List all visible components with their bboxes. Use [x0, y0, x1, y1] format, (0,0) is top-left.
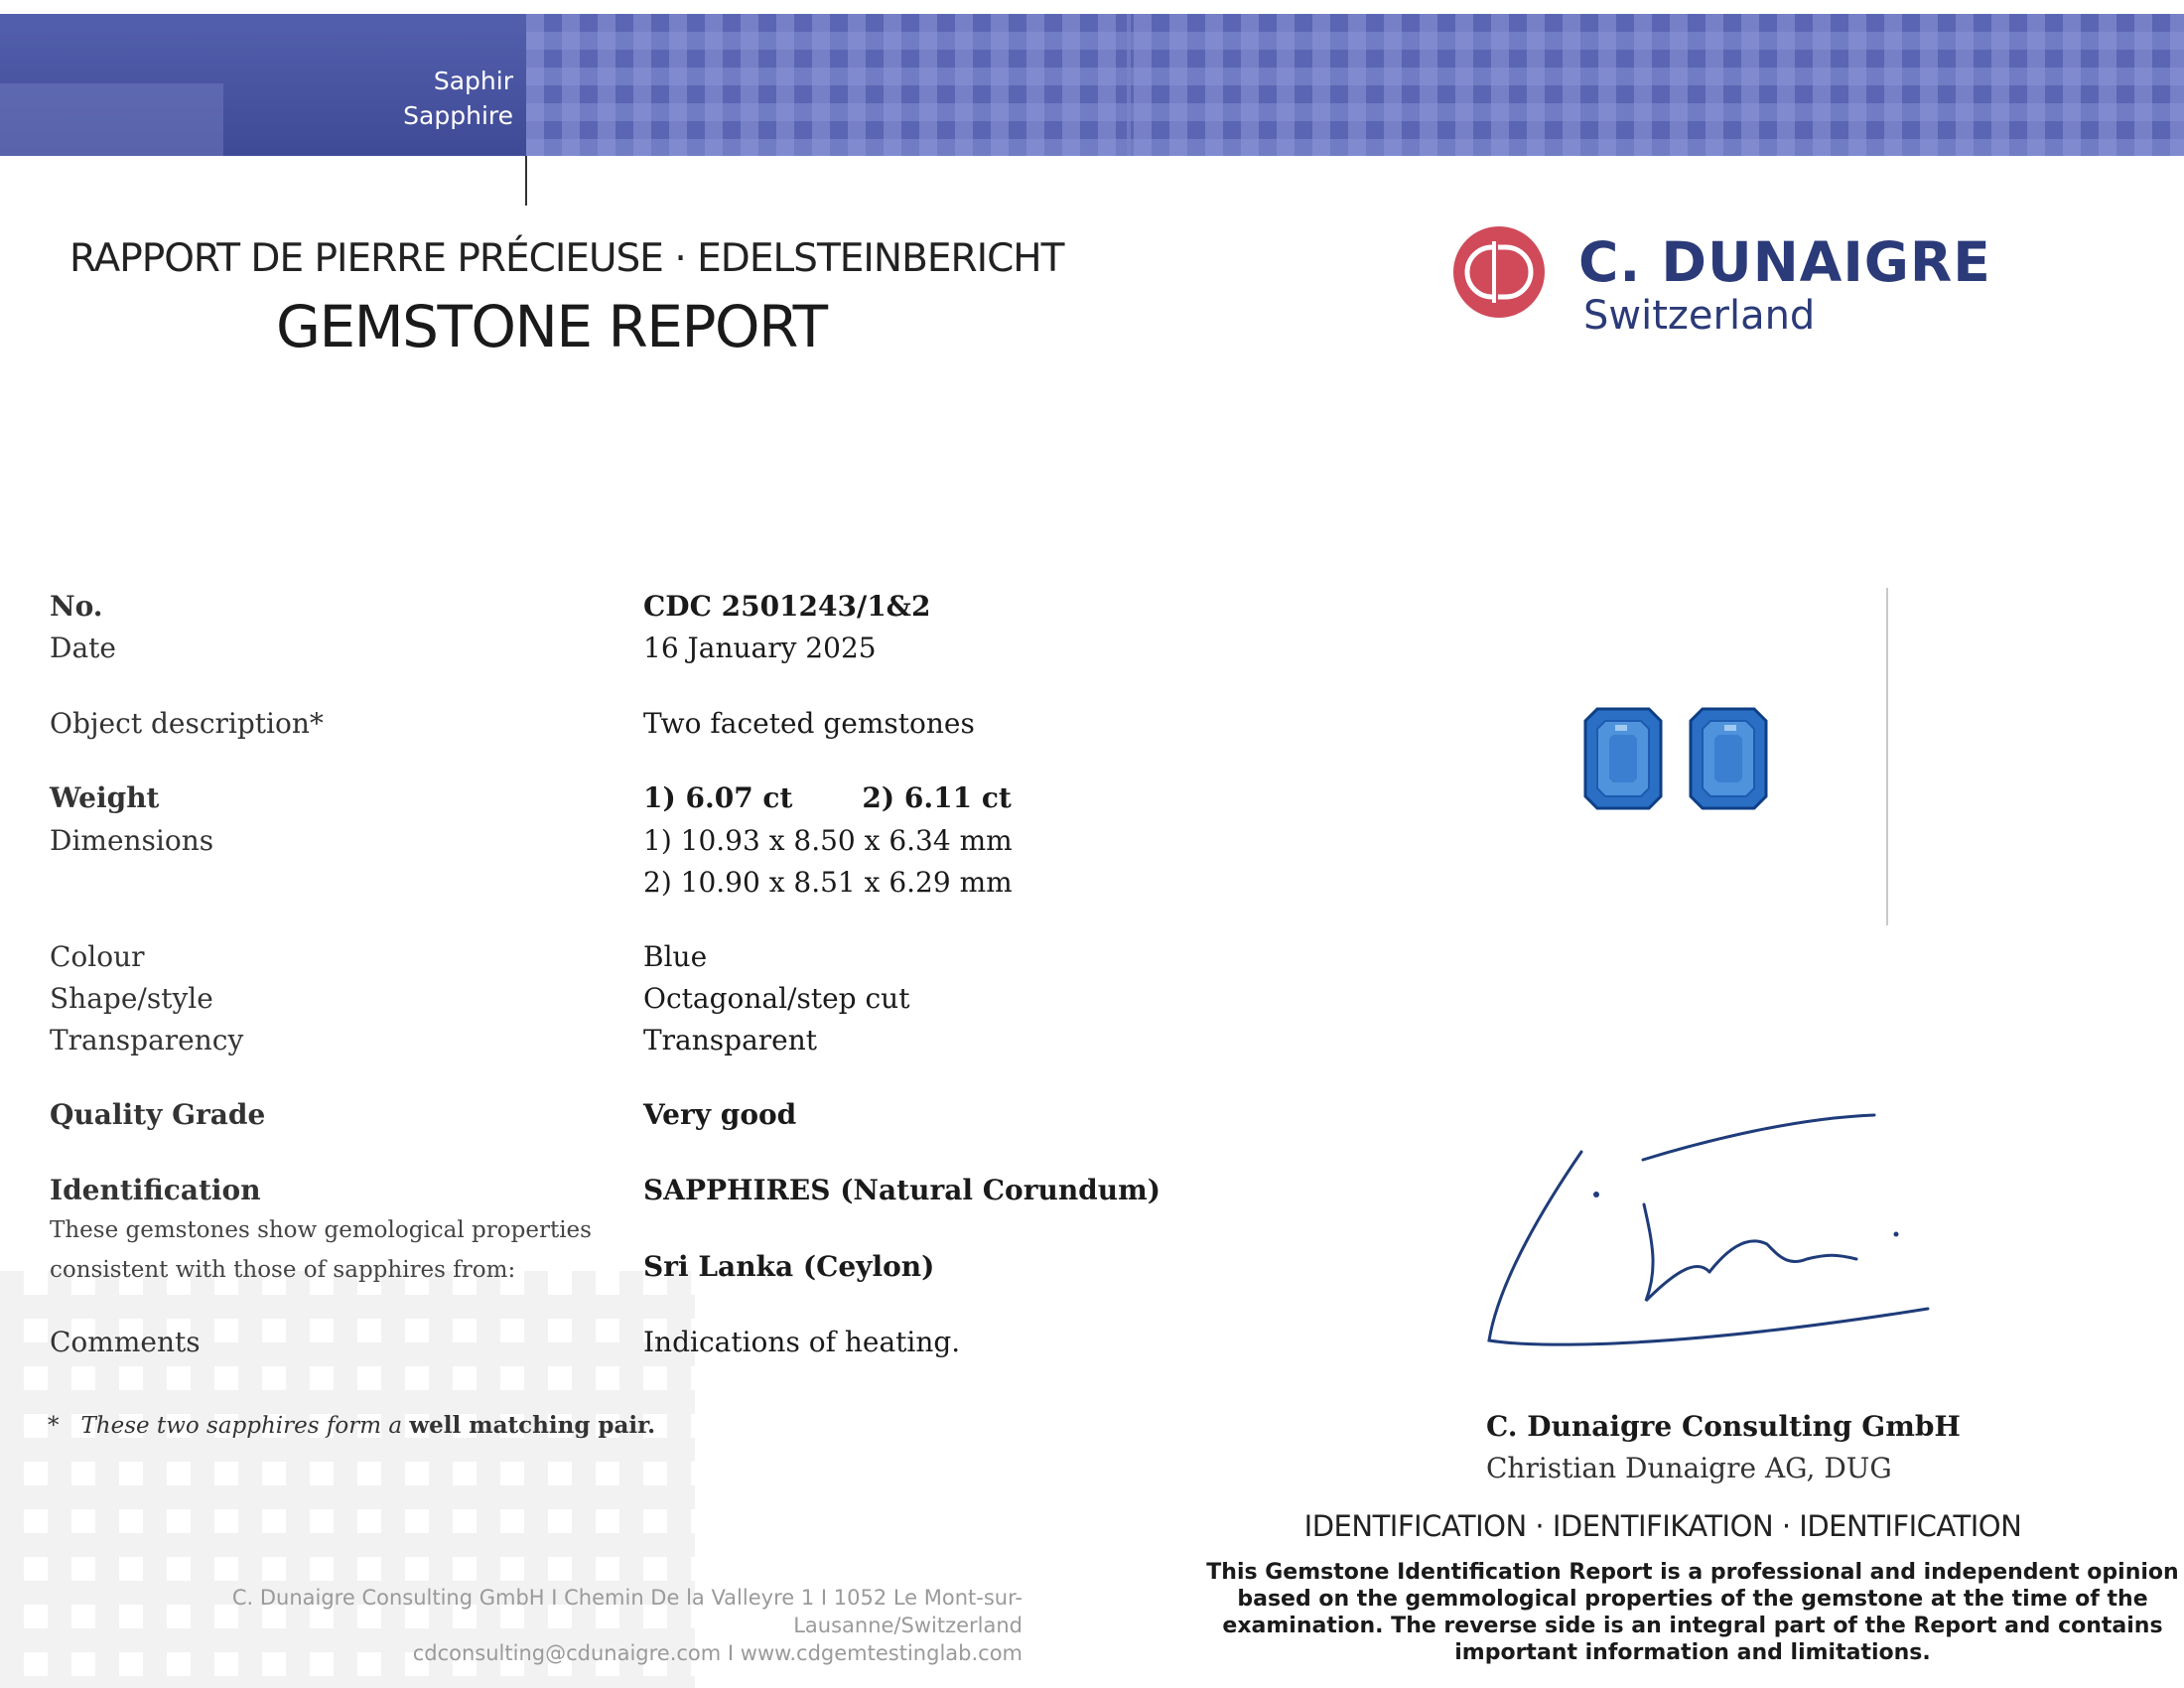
no-label: No.: [50, 590, 103, 623]
colour-label: Colour: [50, 940, 145, 973]
cd-logo-icon: [1452, 225, 1546, 319]
gem-type-label: [403, 64, 513, 133]
gemstone-1: [1585, 709, 1661, 808]
report-date: 16 January 2025: [643, 632, 877, 664]
band-tick-line: [525, 156, 527, 206]
shape-value: Octagonal/step cut: [643, 982, 910, 1015]
weight-values: [643, 781, 1012, 814]
signature-image: [1479, 1110, 1936, 1358]
quality-label: Quality Grade: [50, 1098, 266, 1131]
gemstone-2: [1691, 709, 1766, 808]
issuer-company: C. Dunaigre Consulting GmbH: [1486, 1410, 1961, 1443]
date-label: Date: [50, 632, 116, 664]
dimensions-value-2: 2) 10.90 x 8.51 x 6.29 mm: [643, 866, 1013, 899]
gem-type-fr: Saphir: [433, 67, 513, 95]
footer: [30, 1584, 1023, 1667]
disclaimer-line: This Gemstone Identification Report is a professional and independent opinion: [1206, 1560, 2179, 1585]
header-band: [0, 14, 2184, 156]
weight-label: Weight: [50, 781, 160, 814]
identification-label: Identification: [50, 1174, 261, 1206]
issuer-person: Christian Dunaigre AG, DUG: [1486, 1452, 1892, 1484]
identification-desc-2: consistent with those of sapphires from:: [50, 1257, 516, 1283]
footer-contact: cdconsulting@cdunaigre.com I www.cdgemtestinglab.com: [412, 1641, 1023, 1665]
origin-value: Sri Lanka (Ceylon): [643, 1250, 935, 1283]
disclaimer-line: examination. The reverse side is an integral part of the Report and contains: [1222, 1614, 2163, 1638]
weight-value-1: 1) 6.07 ct: [643, 781, 793, 814]
comments-label: Comments: [50, 1326, 201, 1358]
footer-address: C. Dunaigre Consulting GmbH I Chemin De la Valleyre 1 I 1052 Le Mont-sur-Lausanne/Switzerland: [231, 1586, 1023, 1637]
brand-country: Switzerland: [1583, 293, 1816, 339]
brand-name: C. DUNAIGRE: [1578, 230, 1991, 294]
footnote-star: *: [48, 1413, 60, 1439]
footnote-text: These two sapphires form a: [80, 1413, 410, 1439]
dimensions-value-1: 1) 10.93 x 8.50 x 6.34 mm: [643, 824, 1013, 857]
report-subtitle: RAPPORT DE PIERRE PRÉCIEUSE · EDELSTEINBERICHT: [69, 236, 1064, 281]
footnote-emphasis: well matching pair.: [409, 1412, 656, 1439]
band-fade-block: [0, 83, 223, 156]
gemstone-pair-image: [1583, 707, 1772, 811]
disclaimer: [1206, 1559, 2179, 1666]
identification-desc-1: These gemstones show gemological properties: [50, 1217, 592, 1243]
comments-value: Indications of heating.: [643, 1326, 961, 1358]
gem-type-en: Sapphire: [403, 101, 513, 130]
object-label: Object description*: [50, 707, 324, 740]
identification-value: SAPPHIRES (Natural Corundum): [643, 1174, 1160, 1206]
report-number: CDC 2501243/1&2: [643, 590, 931, 623]
disclaimer-line: based on the gemmological properties of the gemstone at the time of the: [1237, 1587, 2148, 1612]
fold-line: [1886, 588, 1888, 925]
transparency-label: Transparency: [50, 1024, 244, 1056]
band-divider: [1127, 14, 1131, 156]
object-value: Two faceted gemstones: [643, 707, 975, 740]
quality-value: Very good: [643, 1098, 797, 1131]
disclaimer-line: important information and limitations.: [1454, 1640, 1931, 1665]
weight-value-2: 2) 6.11 ct: [862, 781, 1012, 814]
colour-value: Blue: [643, 940, 708, 973]
band-pattern: [526, 14, 2184, 156]
shape-label: Shape/style: [50, 982, 213, 1015]
transparency-value: Transparent: [643, 1024, 818, 1056]
identification-heading: IDENTIFICATION · IDENTIFIKATION · IDENTIFICATION: [1303, 1509, 2022, 1543]
report-title: GEMSTONE REPORT: [276, 293, 827, 360]
footnote: [48, 1412, 655, 1439]
dimensions-label: Dimensions: [50, 824, 214, 857]
